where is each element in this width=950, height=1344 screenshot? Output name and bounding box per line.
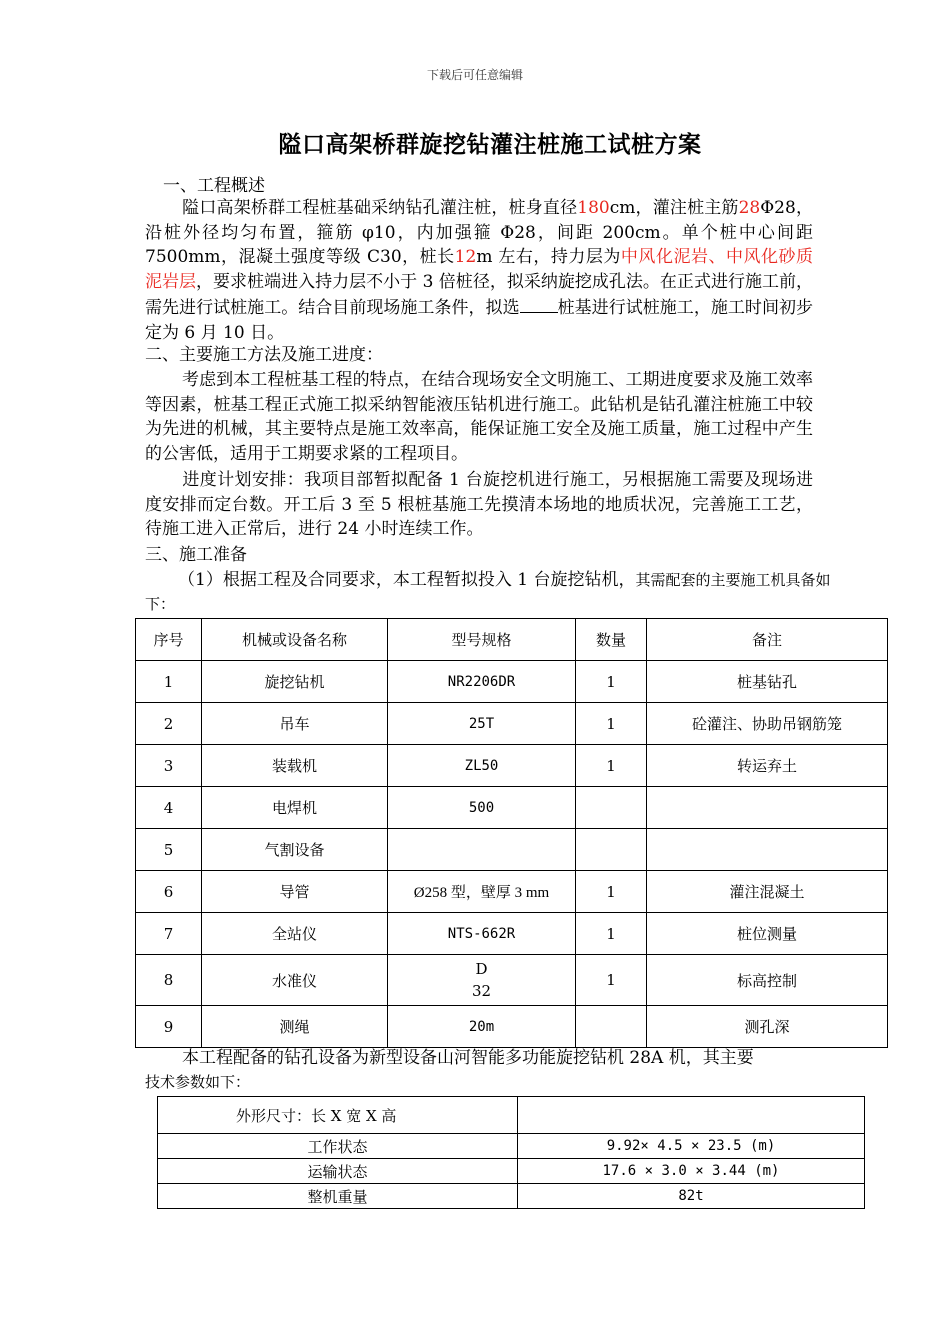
section-2-heading: 二、主要施工方法及施工进度： [145,345,383,365]
param-value [518,1097,865,1134]
row-no: 2 [136,703,202,745]
table-row [136,871,888,913]
row-note: 转运弃土 [647,745,888,787]
row-name: 测绳 [202,1006,388,1048]
row-note: 桩基钻孔 [647,661,888,703]
row-qty: 1 [576,745,647,787]
bearing-layer: 中风化泥岩、中风化砂质泥岩层 [145,247,814,292]
row-name: 全站仪 [202,913,388,955]
equipment-table [135,618,888,1048]
row-model-line1: D [475,960,488,978]
row-qty: 1 [576,661,647,703]
row-model [388,955,576,1006]
row-note [647,787,888,829]
row-qty: 1 [576,703,647,745]
table-row [158,1159,865,1184]
table-row [136,745,888,787]
row-qty [576,787,647,829]
header-name: 机械或设备名称 [202,619,388,661]
table-row [158,1134,865,1159]
section-2-paragraph-2: 进度计划安排：我项目部暂拟配备 1 台旋挖机进行施工，另根据施工需要及现场进度安排而定台数。开工后 3 至 5 根桩基施工先摸清本场地的地质状况，完善施工工艺，待施工进入正常后，进行 24 小时连续工作。 [145,470,813,539]
pile-diameter: 180 [577,198,610,218]
header-note: 下载后可任意编辑 [426,68,523,82]
row-model: 500 [388,787,576,829]
header-qty: 数量 [576,619,647,661]
row-qty [576,829,647,871]
row-name: 导管 [202,871,388,913]
row-qty [576,1006,647,1048]
document-title: 隘口高架桥群旋挖钻灌注桩施工试桩方案 [278,131,702,158]
row-model-line2: 32 [471,982,492,1000]
row-model: NR2206DR [388,661,576,703]
row-qty: 1 [576,913,647,955]
row-note [647,829,888,871]
rig-intro: 本工程配备的钻孔设备为新型设备山河智能多功能旋挖钻机 28A 机，其主要 技术参数如下： [145,1048,754,1091]
param-label: 工作状态 [158,1134,518,1159]
table-row [136,703,888,745]
row-no: 7 [136,913,202,955]
pile-length: 12 [454,247,477,267]
row-no: 6 [136,871,202,913]
table-row [136,787,888,829]
row-model: NTS-662R [388,913,576,955]
param-value: 17.6 × 3.0 × 3.44 (m) [518,1159,865,1184]
row-model: 25T [388,703,576,745]
row-qty: 1 [576,955,647,1006]
section-2-paragraph-1: 考虑到本工程桩基工程的特点，在结合现场安全文明施工、工期进度要求及施工效率等因素，桩基工程正式施工拟采纳智能液压钻机进行施工。此钻机是钻孔灌注桩施工中较为先进的机械，其主要特点是施工效率高，能保证施工安全及施工质量，施工过程中产生的公害低，适用于工期要求紧的工程项目。 [145,370,813,464]
section-1-heading: 一、工程概述 [163,176,265,196]
row-model: Ø258 型，壁厚 3 mm [388,871,576,913]
header-no: 序号 [136,619,202,661]
row-name: 旋挖钻机 [202,661,388,703]
blank-fill-line [520,294,558,313]
section-3-heading: 三、施工准备 [145,545,247,565]
row-no: 4 [136,787,202,829]
row-note: 标高控制 [647,955,888,1006]
row-note: 测孔深 [647,1006,888,1048]
table-row [158,1097,865,1134]
row-no: 5 [136,829,202,871]
row-no: 3 [136,745,202,787]
row-note: 砼灌注、协助吊钢筋笼 [647,703,888,745]
row-no: 1 [136,661,202,703]
param-value: 82t [518,1184,865,1209]
table-row [136,955,888,1006]
row-note: 灌注混凝土 [647,871,888,913]
row-model: 20m [388,1006,576,1048]
table-row [136,829,888,871]
param-label: 外形尺寸：长 X 宽 X 高 [158,1097,518,1134]
row-model [388,829,576,871]
table-row [136,661,888,703]
param-label: 整机重量 [158,1184,518,1209]
row-name: 吊车 [202,703,388,745]
equipment-intro: （1）根据工程及合同要求，本工程暂拟投入 1 台旋挖钻机，其需配套的主要施工机具备如下： [145,570,831,613]
section-1-paragraph: 隘口高架桥群工程桩基础采纳钻孔灌注桩，桩身直径180cm，灌注桩主筋28Φ28，沿桩外径均匀布置，箍筋 φ10，内加强箍 Φ28，间距 200cm。单个桩中心间距 7500mm，混凝土强度等级 C30，桩长12m 左右，持力层为中风化泥岩、中风化砂质泥岩层，要求桩端进入持力层不小于 3 倍桩径，拟采纳旋挖成孔法。在正式进行施工前，需先进行试桩施工。结合目前现场施工条件，拟选 桩基进行试桩施工，施工时间初步定为 6 月 10 日。 [145,198,814,343]
header-model: 型号规格 [388,619,576,661]
param-value: 9.92× 4.5 × 23.5 (m) [518,1134,865,1159]
main-bar-count: 28 [738,198,761,218]
row-name: 装载机 [202,745,388,787]
header-note: 备注 [647,619,888,661]
table-row [136,1006,888,1048]
table-row [158,1184,865,1209]
row-name: 水准仪 [202,955,388,1006]
equipment-header-row [136,619,888,661]
row-qty: 1 [576,871,647,913]
row-name: 气割设备 [202,829,388,871]
row-name: 电焊机 [202,787,388,829]
table-row [136,913,888,955]
param-label: 运输状态 [158,1159,518,1184]
row-note: 桩位测量 [647,913,888,955]
row-no: 8 [136,955,202,1006]
rig-parameters-table [157,1096,865,1209]
row-model: ZL50 [388,745,576,787]
row-no: 9 [136,1006,202,1048]
